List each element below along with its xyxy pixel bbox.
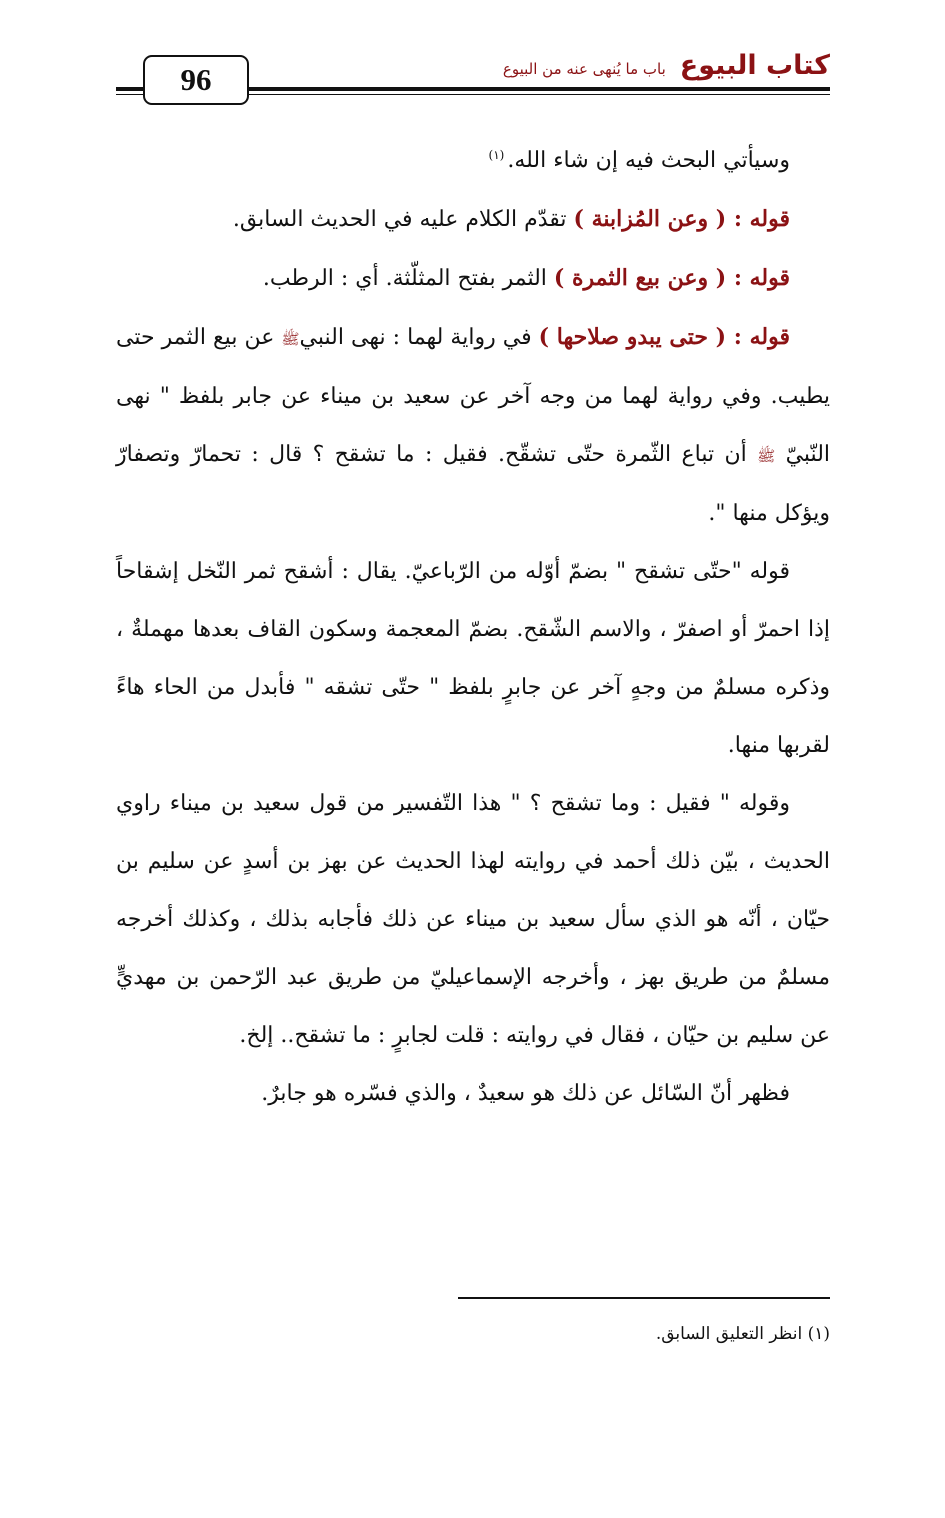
footnote-separator bbox=[458, 1297, 830, 1299]
header-titles bbox=[503, 50, 830, 81]
quoted-phrase: قوله : ( وعن بيع الثمرة ) bbox=[553, 265, 790, 291]
quoted-phrase: قوله : ( وعن المُزابنة ) bbox=[573, 206, 790, 232]
salawat-glyph: ﷺ bbox=[757, 447, 776, 465]
paragraph-text: قوله "حتّى تشقح " بضمّ أوّله من الرّباعيّ. يقال : أشقح ثمر النّخل إشقاحاً إذا احمرّ أو اصفرّ ، والاسم الشّقح. بضمّ المعجمة وسكون القاف بعدها مهملةٌ ، وذكره مسلمٌ من وجهٍ آخر عن جابرٍ بلفظ " حتّى تشقه " فأبدل من الحاء هاءً لقربها منها. bbox=[116, 559, 830, 758]
paragraph-text: وقوله " فقيل : وما تشقح ؟ " هذا التّفسير من قول سعيد بن ميناء راوي الحديث ، بيّن ذلك أحمد في روايته لهذا الحديث عن بهز بن أسدٍ عن سليم بن حيّان ، أنّه هو الذي سأل سعيد بن ميناء عن ذلك فأجابه بذلك ، وكذلك أخرجه مسلمٌ من طريق بهز ، وأخرجه الإسماعيليّ من طريق عبد الرّحمن بن مهديٍّ عن سليم بن حيّان ، فقال في روايته : قلت لجابرٍ : ما تشقح.. إلخ. bbox=[116, 791, 830, 1048]
quoted-phrase: قوله : ( حتى يبدو صلاحها ) bbox=[538, 324, 790, 350]
footnote bbox=[656, 1320, 830, 1348]
chapter-title: باب ما يُنهى عنه من البيوع bbox=[502, 60, 666, 78]
paragraph bbox=[116, 249, 830, 308]
salawat-glyph: ﷺ bbox=[281, 330, 300, 348]
paragraph bbox=[116, 190, 830, 249]
paragraph-text: في رواية لهما : نهى النبي bbox=[299, 325, 532, 350]
footnote-marker: (١) bbox=[807, 1324, 830, 1344]
paragraph-text: عن بيع الثمر حتى يطيب. وفي رواية لهما من وجه آخر عن سعيد بن ميناء عن جابر بلفظ " نهى النّبيّ bbox=[116, 325, 831, 467]
paragraph bbox=[116, 132, 830, 190]
page-number: 96 bbox=[143, 55, 249, 105]
paragraph bbox=[116, 775, 830, 1065]
footnote-text: انظر التعليق السابق. bbox=[655, 1324, 803, 1344]
paragraph-text: أن تباع الثّمرة حتّى تشقّح. فقيل : ما تشقح ؟ قال : تحمارّ وتصفارّ ويؤكل منها ". bbox=[116, 442, 830, 526]
paragraph bbox=[116, 543, 830, 775]
paragraph-text: تقدّم الكلام عليه في الحديث السابق. bbox=[232, 207, 567, 232]
paragraph-text: وسيأتي البحث فيه إن شاء الله. bbox=[507, 148, 790, 173]
paragraph bbox=[116, 308, 830, 543]
main-text bbox=[116, 132, 830, 1123]
paragraph-text: الثمر بفتح المثلّثة. أي : الرطب. bbox=[262, 266, 547, 291]
paragraph bbox=[116, 1065, 830, 1123]
page-header bbox=[0, 0, 945, 110]
paragraph-text: فظهر أنّ السّائل عن ذلك هو سعيدٌ ، والذي فسّره هو جابرٌ. bbox=[261, 1081, 790, 1106]
footnote-ref: (١) bbox=[488, 147, 505, 162]
book-title: كتاب البيوع bbox=[679, 50, 830, 81]
